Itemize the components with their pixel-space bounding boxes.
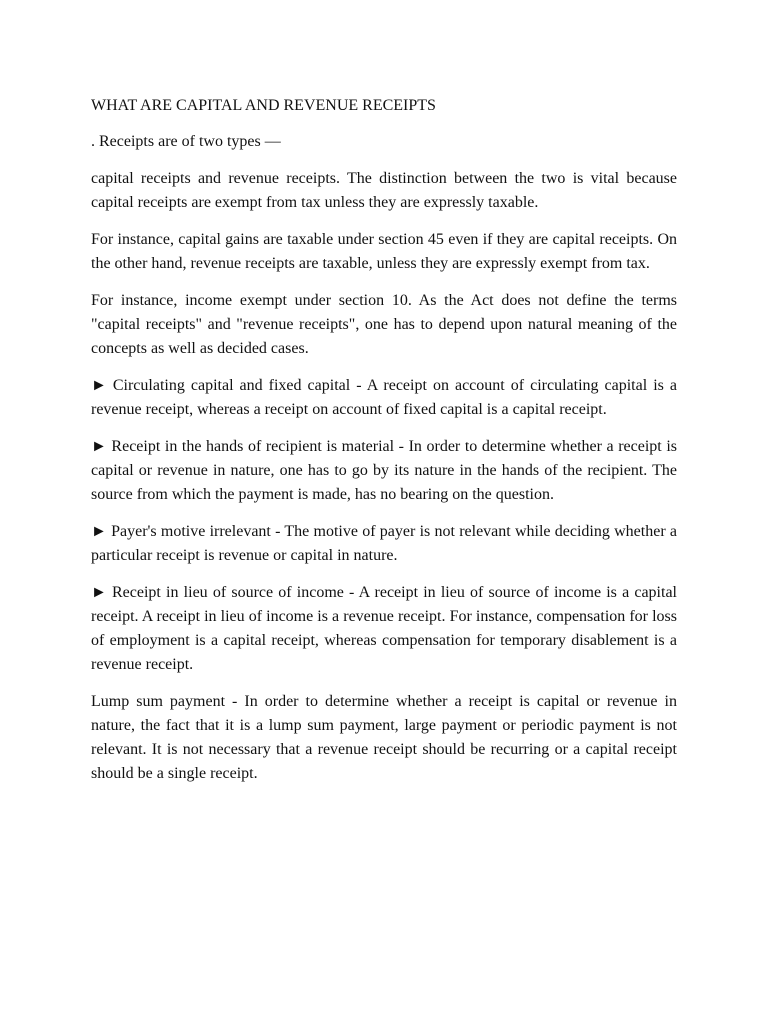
bullet-recipient-hands: ► Receipt in the hands of recipient is material - In order to determine whether a receipt is capital or revenue in nature, one has to go by its nature in the hands of the recipient. The source from which the payment is made, has no bearing on the question. — [91, 438, 677, 503]
paragraph-types: capital receipts and revenue receipts. The distinction between the two is vital because capital receipts are exempt from tax unless they are expressly taxable. — [91, 170, 677, 211]
document-body — [91, 94, 677, 799]
bullet-source-of-income: ► Receipt in lieu of source of income - A receipt in lieu of source of income is a capital receipt. A receipt in lieu of income is a revenue receipt. For instance, compensation for loss of employment is a capital receipt, whereas compensation for temporary disablement is a revenue receipt. — [91, 584, 677, 673]
paragraph-lump-sum: Lump sum payment - In order to determine whether a receipt is capital or revenue in nature, the fact that it is a lump sum payment, large payment or periodic payment is not relevant. It is not necessary that a revenue receipt should be recurring or a capital receipt should be a single receipt. — [91, 693, 677, 782]
bullet-circulating-capital: ► Circulating capital and fixed capital - A receipt on account of circulating capital is a revenue receipt, whereas a receipt on account of fixed capital is a capital receipt. — [91, 377, 677, 418]
paragraph-section-10: For instance, income exempt under section 10. As the Act does not define the terms "capital receipts" and "revenue receipts", one has to depend upon natural meaning of the concepts as well as decided cases. — [91, 292, 677, 357]
document-title: WHAT ARE CAPITAL AND REVENUE RECEIPTS — [91, 97, 436, 114]
bullet-payer-motive: ► Payer's motive irrelevant - The motive of payer is not relevant while deciding whether a particular receipt is revenue or capital in nature. — [91, 523, 677, 564]
paragraph-intro: . Receipts are of two types — — [91, 133, 281, 150]
paragraph-capital-gains: For instance, capital gains are taxable under section 45 even if they are capital receipts. On the other hand, revenue receipts are taxable, unless they are expressly exempt from tax. — [91, 231, 677, 272]
